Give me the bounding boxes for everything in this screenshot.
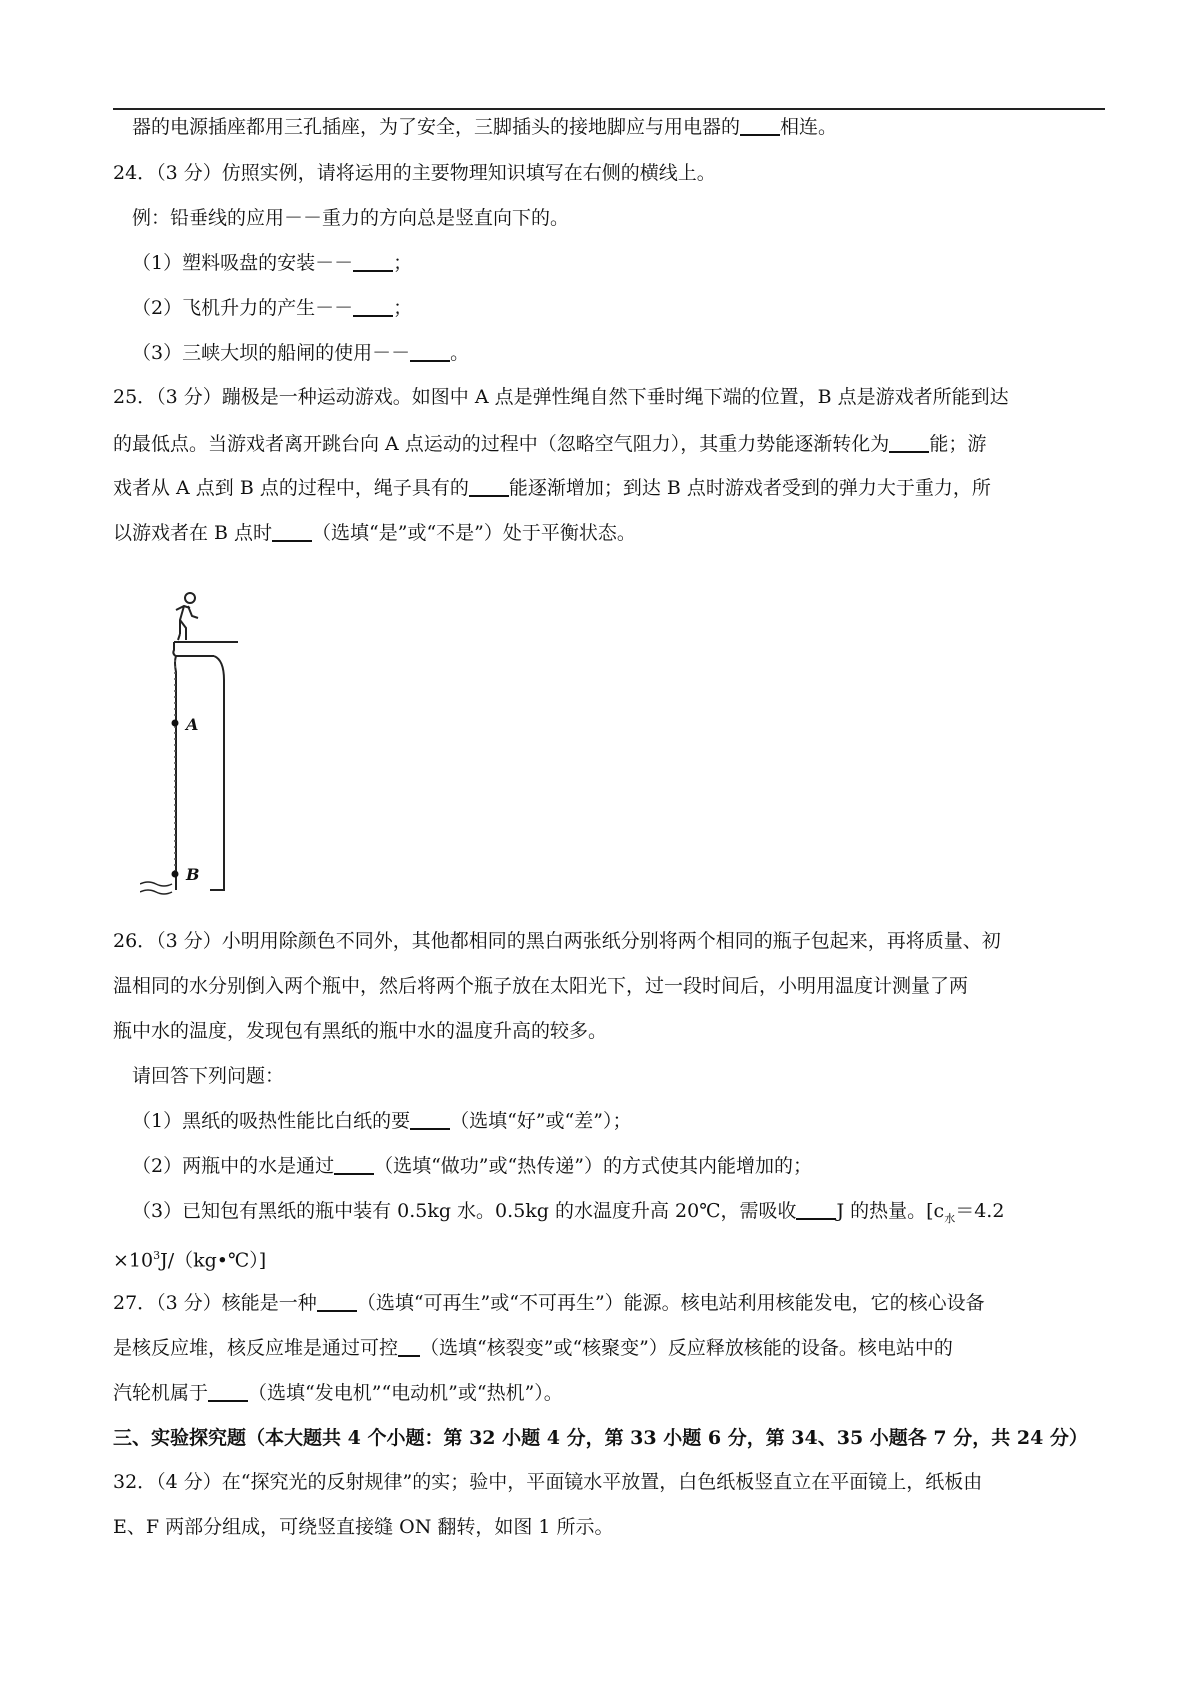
answer-blank[interactable] [889, 431, 929, 453]
point-b-label: B [186, 865, 200, 884]
answer-blank[interactable] [272, 520, 312, 542]
cliff-outline [175, 656, 224, 890]
q24-header: 24．（3 分）仿照实例，请将运用的主要物理知识填写在右侧的横线上。 [113, 162, 716, 184]
q25-line-2: 的最低点。当游戏者离开跳台向 A 点运动的过程中（忽略空气阻力），其重力势能逐渐转化为 能；游 [113, 433, 987, 455]
q23-tail-line: 器的电源插座都用三孔插座，为了安全，三脚插头的接地脚应与用电器的 相连。 [132, 116, 838, 138]
top-divider [113, 108, 1105, 110]
q26-line-3: 瓶中水的温度，发现包有黑纸的瓶中水的温度升高的较多。 [113, 1020, 608, 1042]
jump-platform [173, 642, 238, 656]
q25-line-4: 以游戏者在 B 点时 （选填“是”或“不是”）处于平衡状态。 [113, 522, 636, 544]
point-a-marker [172, 720, 179, 727]
section-3-heading: 三、实验探究题（本大题共 4 个小题：第 32 小题 4 分，第 33 小题 6 分，第 34、35 小题各 7 分，共 24 分） [113, 1427, 1088, 1449]
answer-blank[interactable] [334, 1153, 374, 1175]
q26-item-1: （1）黑纸的吸热性能比白纸的要 （选填“好”或“差”）； [132, 1110, 632, 1132]
q27-line-2: 是核反应堆，核反应堆是通过可控 （选填“核裂变”或“核聚变”）反应释放核能的设备。核电站中的 [113, 1337, 953, 1359]
q24-example: 例：铅垂线的应用－－重力的方向总是竖直向下的。 [132, 207, 570, 229]
q24-item-1: （1）塑料吸盘的安装－－ ； [132, 252, 413, 274]
q26-item-3: （3）已知包有黑纸的瓶中装有 0.5kg 水。0.5kg 的水温度升高 20℃，需吸收 J 的热量。[$c_水=4.2$ [132, 1200, 1005, 1225]
bungee-figure [140, 590, 280, 915]
answer-blank[interactable] [740, 114, 780, 136]
answer-blank[interactable] [410, 1108, 450, 1130]
q27-line-3: 汽轮机属于 （选填“发电机”“电动机”或“热机”）。 [113, 1382, 563, 1404]
q32-line-2: E、F 两部分组成，可绕竖直接缝 ON 翻转，如图 1 所示。 [113, 1516, 614, 1538]
answer-blank[interactable] [796, 1198, 836, 1220]
answer-blank[interactable] [317, 1290, 357, 1312]
water-waves [140, 882, 172, 894]
answer-blank[interactable] [208, 1380, 248, 1402]
q26-prompt: 请回答下列问题： [132, 1065, 285, 1087]
jumper-icon [176, 593, 198, 640]
q32-line-1: 32．（4 分）在“探究光的反射规律”的实；验中，平面镜水平放置，白色纸板竖直立在平面镜上，纸板由 [113, 1471, 983, 1493]
answer-blank[interactable] [410, 340, 450, 362]
q24-item-2: （2）飞机升力的产生－－ ； [132, 297, 413, 319]
q26-item-3-cont: $\times 10^3J/(kg•℃)$] [113, 1249, 267, 1272]
q27-line-1: 27．（3 分）核能是一种 （选填“可再生”或“不可再生”）能源。核电站利用核能发电，它的核心设备 [113, 1292, 985, 1314]
answer-blank[interactable] [353, 295, 393, 317]
q26-line-2: 温相同的水分别倒入两个瓶中，然后将两个瓶子放在太阳光下，过一段时间后，小明用温度计测量了两 [113, 975, 969, 997]
q25-line-3: 戏者从 A 点到 B 点的过程中，绳子具有的 能逐渐增加；到达 B 点时游戏者受到的弹力大于重力，所 [113, 477, 991, 499]
q26-item-2: （2）两瓶中的水是通过 （选填“做功”或“热传递”）的方式使其内能增加的； [132, 1155, 812, 1177]
point-a-label: A [186, 715, 199, 734]
answer-blank[interactable] [398, 1335, 420, 1357]
point-b-marker [172, 871, 179, 878]
q24-item-3: （3）三峡大坝的船闸的使用－－ 。 [132, 342, 470, 364]
q25-line-1: 25．（3 分）蹦极是一种运动游戏。如图中 A 点是弹性绳自然下垂时绳下端的位置，B 点是游戏者所能到达 [113, 386, 1009, 408]
answer-blank[interactable] [469, 475, 509, 497]
answer-blank[interactable] [353, 250, 393, 272]
q26-line-1: 26．（3 分）小明用除颜色不同外，其他都相同的黑白两张纸分别将两个相同的瓶子包起来，再将质量、初 [113, 930, 1001, 952]
